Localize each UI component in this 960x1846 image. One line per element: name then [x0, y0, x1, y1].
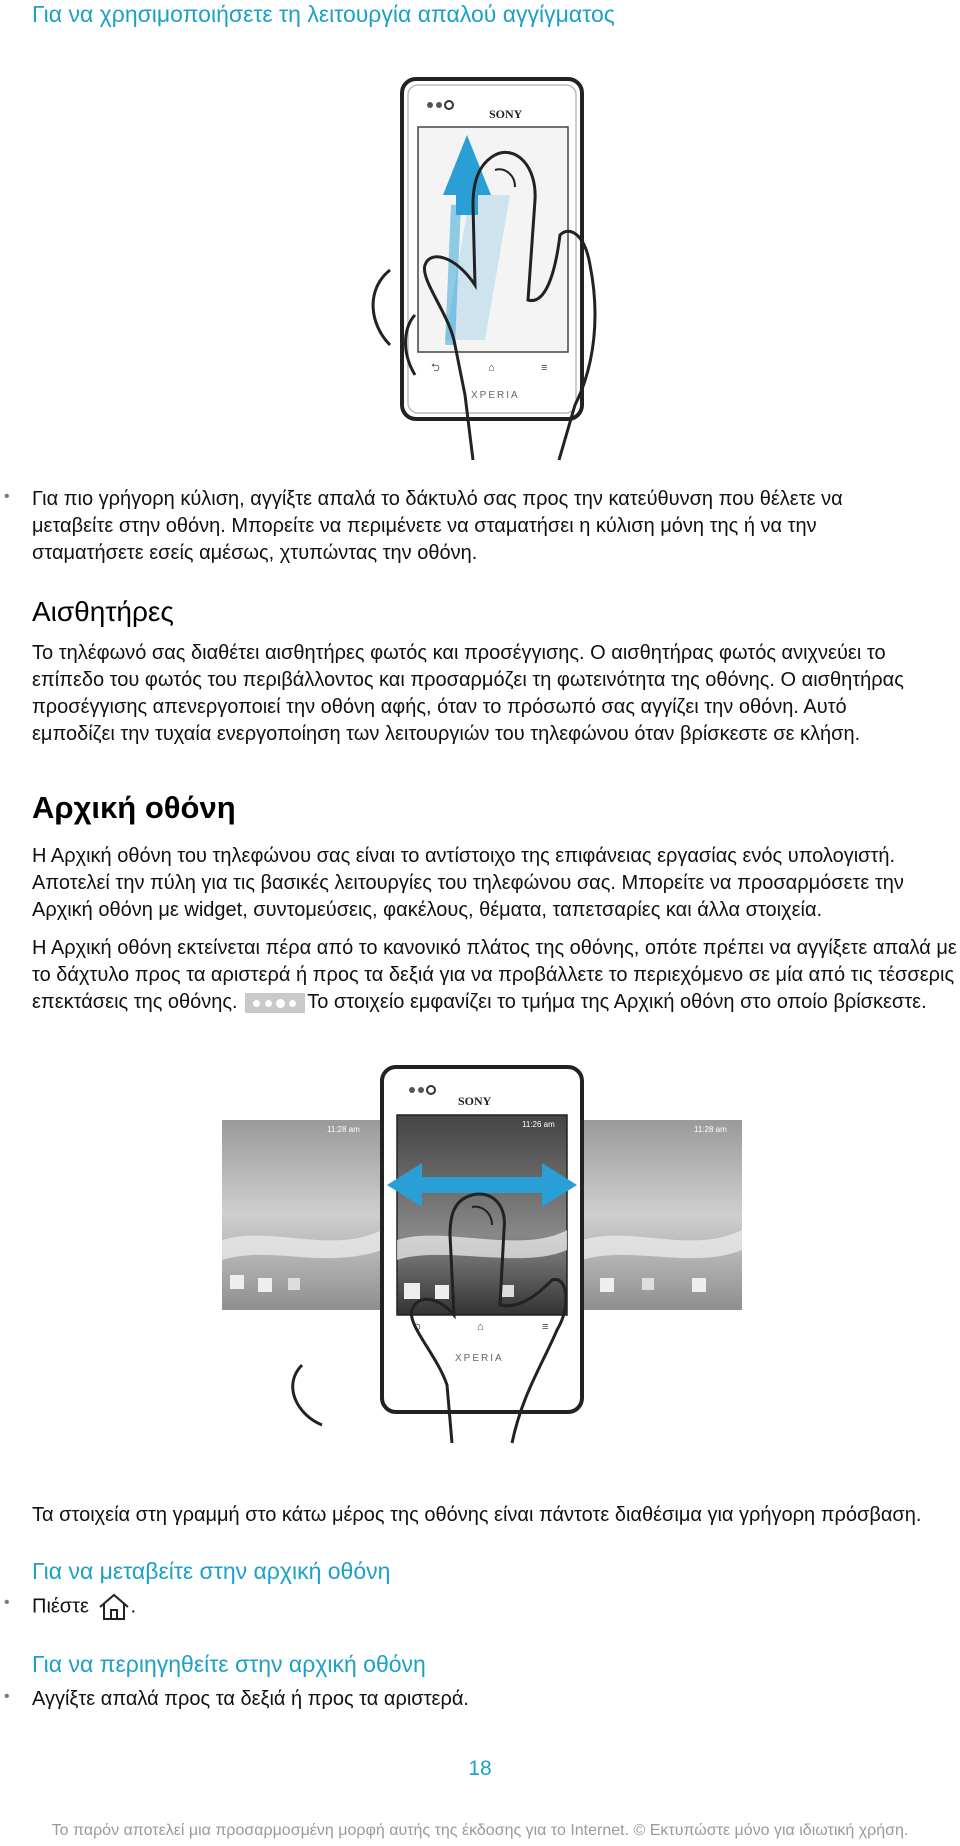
home-icon: [97, 1592, 131, 1622]
task-heading-browse: Για να περιηγηθείτε στην αρχική οθόνη: [32, 1651, 426, 1677]
bullet-icon: •: [4, 1688, 10, 1705]
task-heading-swipe: Για να χρησιμοποιήσετε τη λειτουργία απαλού αγγίγματος: [32, 1, 615, 27]
svg-text:⌂: ⌂: [477, 1321, 484, 1333]
browse-step-text: Αγγίξτε απαλά προς τα δεξιά ή προς τα αριστερά.: [32, 1688, 469, 1710]
home-para-2: [32, 935, 960, 1016]
home-para-2-end: Το στοιχείο εμφανίζει το τμήμα της Αρχική οθόνη στο οποίο βρίσκεστε.: [307, 991, 927, 1013]
page-number: 18: [468, 1757, 492, 1780]
bullet-icon: •: [4, 488, 10, 505]
go-home-step-suffix: .: [130, 1595, 137, 1618]
center-pane-time: 11:26 am: [522, 1120, 555, 1129]
right-pane-time: 11:28 am: [694, 1125, 727, 1134]
xperia-logo-bottom: XPERIA: [455, 1353, 504, 1364]
sony-logo: SONY: [489, 107, 523, 121]
swipe-up-illustration: [345, 75, 655, 465]
sensors-body: Το τηλέφωνό σας διαθέτει αισθητήρες φωτός και προσέγγισης. Ο αισθητήρας φωτός ανιχνεύει το επίπεδο του φωτός του περιβάλλοντος και προσαρμόζει τη φωτεινότητα της οθόνης. Ο αισθητήρας προσέγγισης απενεργοποιεί την οθόνη αφής, όταν το πρόσωπό σας αγγίζει την οθόνη. Αυτό εμποδίζει την τυχαία ενεργοποίηση των λειτουργιών του τηλεφώνου όταν βρίσκεστε σε κλήση.: [32, 642, 904, 745]
pane-indicator-icon: [245, 993, 305, 1013]
xperia-logo: XPERIA: [471, 390, 520, 401]
bullet-icon: •: [4, 1594, 10, 1611]
swipe-bullet-text: Για πιο γρήγορη κύλιση, αγγίξτε απαλά το δάκτυλό σας προς την κατεύθυνση που θέλετε να μεταβείτε στην οθόνη. Μπορείτε να περιμένετε να σταματήσει η κύλιση μόνη της ή να την σταματήσετε εσείς αμέσως, χτυπώντας την οθόνη.: [32, 488, 843, 564]
svg-text:⮌: ⮌: [412, 1321, 421, 1333]
bottom-bar-text: Τα στοιχεία στη γραμμή στο κάτω μέρος της οθόνης είναι πάντοτε διαθέσιμα για γρήγορη πρόσβαση.: [32, 1504, 922, 1526]
left-pane-time: 11:28 am: [327, 1125, 360, 1134]
home-key-icon: ⌂: [488, 362, 495, 374]
go-home-step-prefix: Πιέστε: [32, 1595, 89, 1618]
sony-logo-bottom: SONY: [458, 1094, 492, 1108]
home-para-2-start: Η Αρχική οθόνη εκτείνεται πέρα από το κανονικό πλάτος της οθόνης, οπότε πρέπει να αγγίξετε απαλά με το δάχτυλο προς τα αριστερά ή προς τα δεξιά για να προβάλλετε το περιεχόμενο σε μία από τις τέσσερις επεκτάσεις της οθόνης.: [32, 937, 957, 1013]
home-section-title: Αρχική οθόνη: [32, 790, 236, 825]
menu-key-icon: ≡: [541, 362, 548, 374]
task-heading-go-home: Για να μεταβείτε στην αρχική οθόνη: [32, 1558, 391, 1584]
home-panes-illustration: [222, 1065, 742, 1445]
back-key-icon: ⮌: [431, 362, 440, 374]
home-para-1: Η Αρχική οθόνη του τηλεφώνου σας είναι το αντίστοιχο της επιφάνειας εργασίας ενός υπολογιστή. Αποτελεί την πύλη για τις βασικές λειτουργίες του τηλεφώνου σας. Μπορείτε να προσαρμόσετε την Αρχική οθόνη με widget, συντομεύσεις, φακέλους, θέματα, ταπετσαρίες και άλλα στοιχεία.: [32, 845, 904, 921]
footer-note: Το παρόν αποτελεί μια προσαρμοσμένη μορφή αυτής της έκδοσης για το Internet. © Εκτυπώστε μόνο για ιδιωτική χρήση.: [51, 1822, 909, 1839]
sensors-title: Αισθητήρες: [32, 596, 174, 627]
svg-text:≡: ≡: [542, 1321, 549, 1333]
